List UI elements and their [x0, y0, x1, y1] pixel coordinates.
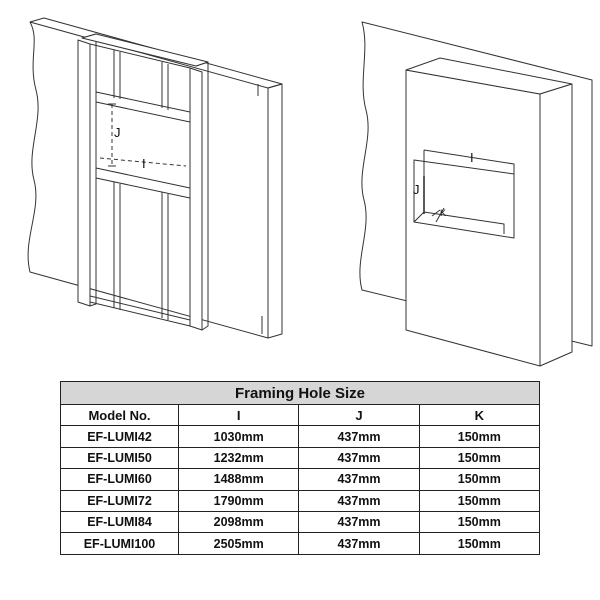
left-label-j: J — [114, 125, 121, 140]
cell-j: 437mm — [299, 490, 419, 511]
cell-k: 150mm — [419, 469, 539, 490]
cell-j: 437mm — [299, 469, 419, 490]
cell-model: EF-LUMI72 — [61, 490, 179, 511]
cell-i: 1790mm — [179, 490, 299, 511]
cell-k: 150mm — [419, 447, 539, 468]
cell-i: 2098mm — [179, 511, 299, 532]
framing-hole-size-table — [60, 381, 540, 555]
table-row — [61, 511, 540, 532]
cell-j: 437mm — [299, 511, 419, 532]
right-label-i: I — [470, 150, 474, 165]
table-title: Framing Hole Size — [61, 382, 540, 405]
table-row — [61, 533, 540, 554]
left-wall-right-edge — [268, 84, 282, 338]
cell-j: 437mm — [299, 447, 419, 468]
cell-k: 150mm — [419, 533, 539, 554]
table-title-row — [61, 382, 540, 405]
right-box-figure — [360, 22, 592, 366]
left-label-i: I — [142, 156, 146, 171]
cell-i: 1232mm — [179, 447, 299, 468]
cell-k: 150mm — [419, 490, 539, 511]
header-k: K — [419, 405, 539, 426]
table-row — [61, 469, 540, 490]
right-label-k: K — [440, 208, 447, 218]
left-wall-frame-figure — [28, 18, 282, 338]
frame-left-post — [78, 40, 90, 306]
cell-i: 1488mm — [179, 469, 299, 490]
cell-j: 437mm — [299, 533, 419, 554]
table-row — [61, 426, 540, 447]
cell-model: EF-LUMI42 — [61, 426, 179, 447]
cell-model: EF-LUMI100 — [61, 533, 179, 554]
table-header-row — [61, 405, 540, 426]
cell-model: EF-LUMI60 — [61, 469, 179, 490]
enclosure-box-side — [540, 84, 572, 366]
table-row — [61, 447, 540, 468]
table-row — [61, 490, 540, 511]
frame-right-post — [190, 68, 202, 330]
cell-k: 150mm — [419, 511, 539, 532]
cell-k: 150mm — [419, 426, 539, 447]
cell-j: 437mm — [299, 426, 419, 447]
cell-model: EF-LUMI50 — [61, 447, 179, 468]
header-j: J — [299, 405, 419, 426]
right-label-j: J — [413, 182, 420, 197]
header-model: Model No. — [61, 405, 179, 426]
cell-i: 1030mm — [179, 426, 299, 447]
cell-model: EF-LUMI84 — [61, 511, 179, 532]
header-i: I — [179, 405, 299, 426]
cell-i: 2505mm — [179, 533, 299, 554]
